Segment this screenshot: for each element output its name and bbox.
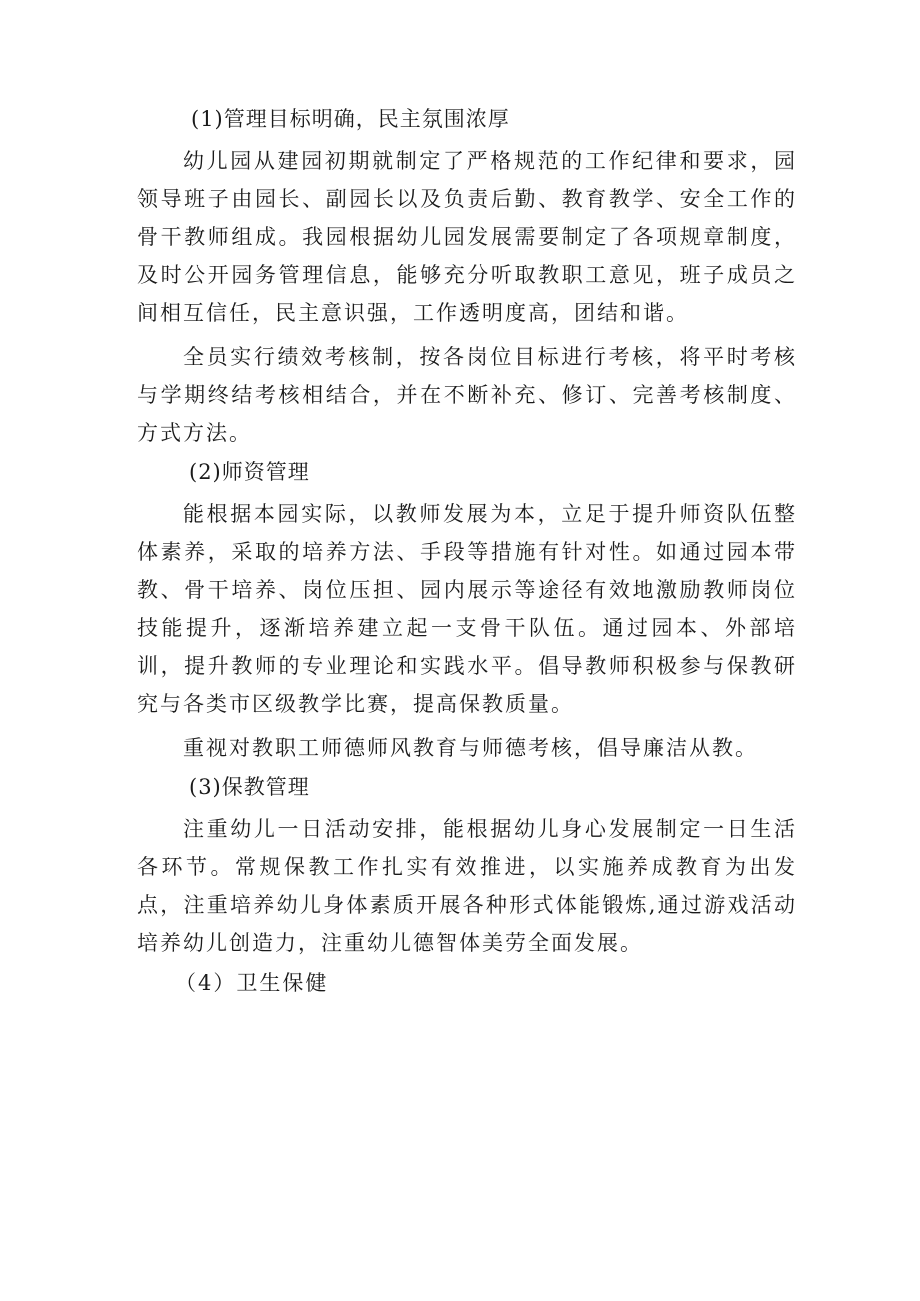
document-page [137,104,797,998]
paragraph-daily-activities: 注重幼儿一日活动安排，能根据幼儿身心发展制定一日生活各环节。常规保教工作扎实有效推进，以实施养成教育为出发点，注重培养幼儿身体素质开展各种形式体能锻炼,通过游戏活动培养幼儿创造力，注重幼儿德智体美劳全面发展。 [137,817,797,955]
section-heading-care-education: (3)保教管理 [189,775,310,799]
section-heading-management-goals: (1)管理目标明确，民主氛围浓厚 [191,107,510,131]
paragraph-leadership: 幼儿园从建园初期就制定了严格规范的工作纪律和要求，园领导班子由园长、副园长以及负责后勤、教育教学、安全工作的骨干教师组成。我园根据幼儿园发展需要制定了各项规章制度，及时公开园务管理信息，能够充分听取教职工意见，班子成员之间相互信任，民主意识强，工作透明度高，团结和谐。 [137,149,797,325]
paragraph-performance-review: 全员实行绩效考核制，按各岗位目标进行考核，将平时考核与学期终结考核相结合，并在不断补充、修订、完善考核制度、方式方法。 [137,345,797,445]
paragraph-teacher-ethics: 重视对教职工师德师风教育与师德考核，倡导廉洁从教。 [183,736,758,760]
paragraph-teacher-development: 能根据本园实际，以教师发展为本，立足于提升师资队伍整体素养，采取的培养方法、手段等措施有针对性。如通过园本带教、骨干培养、岗位压担、园内展示等途径有效地激励教师岗位技能提升，逐渐培养建立起一支骨干队伍。通过园本、外部培训，提升教师的专业理论和实践水平。倡导教师积极参与保教研究与各类市区级教学比赛，提高保教质量。 [137,502,797,716]
section-heading-teacher-management: (2)师资管理 [189,460,310,484]
section-heading-health-care: （4）卫生保健 [175,971,329,995]
